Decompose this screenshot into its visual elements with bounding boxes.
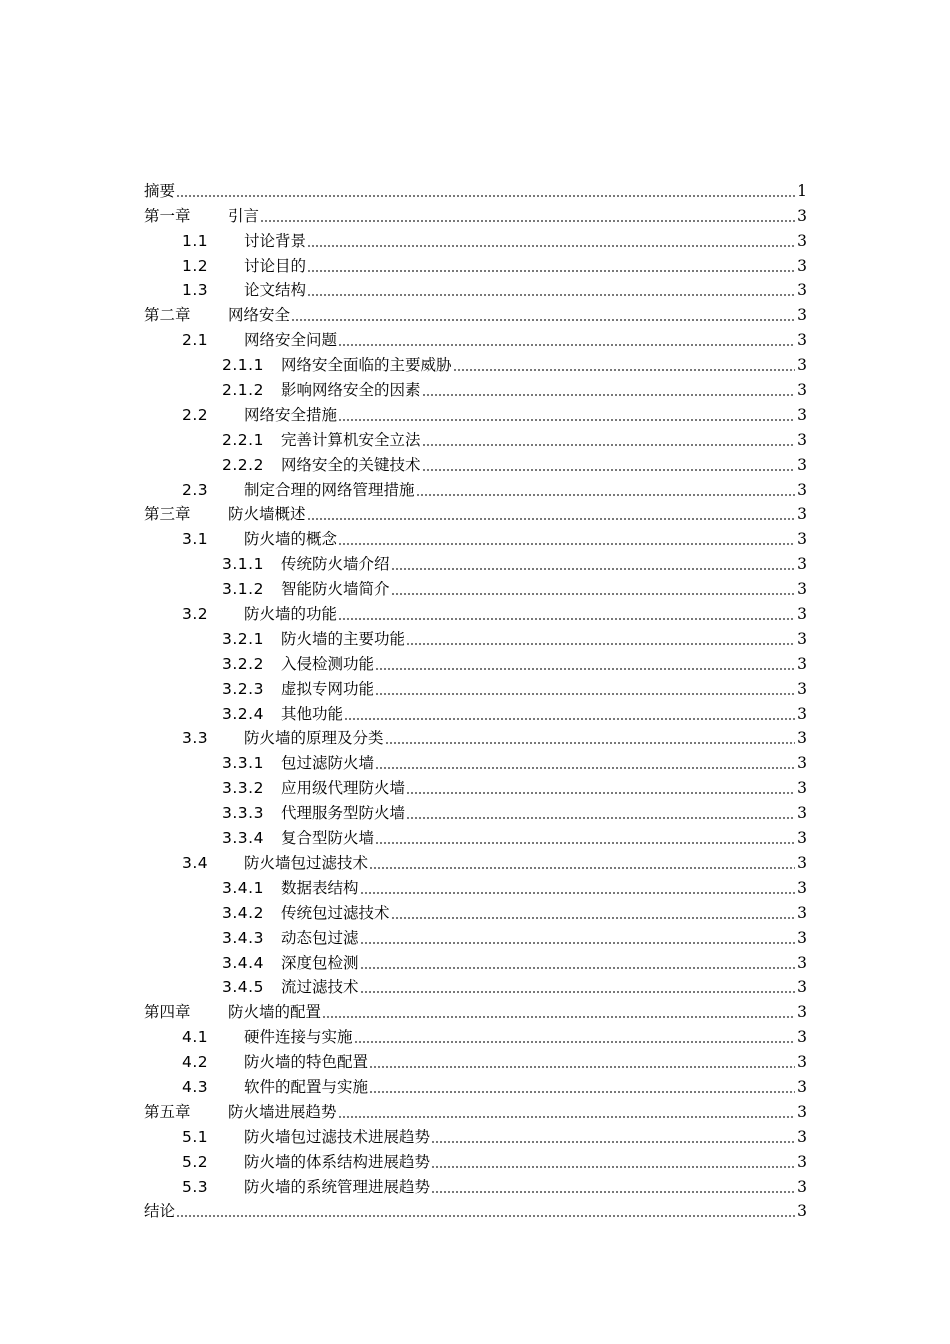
toc-entry[interactable]: [144, 648, 807, 673]
toc-dot-leader: [344, 718, 795, 720]
toc-dot-leader: [369, 1091, 795, 1093]
toc-entry-title: 智能防火墙简介: [281, 580, 390, 599]
toc-entry-title: 网络安全的关键技术: [281, 455, 421, 474]
toc-entry-page-number: 3: [797, 480, 807, 499]
toc-dot-leader: [338, 618, 795, 620]
toc-entry[interactable]: [144, 972, 807, 997]
toc-entry-title: 讨论背景: [244, 231, 307, 250]
toc-entry-title: 应用级代理防火墙: [281, 779, 406, 798]
toc-dot-leader: [391, 568, 796, 570]
toc-entry-page-number: 3: [797, 978, 807, 997]
toc-entry[interactable]: [144, 225, 807, 250]
toc-entry[interactable]: [144, 847, 807, 872]
toc-dot-leader: [338, 344, 795, 346]
toc-entry-page-number: 3: [797, 1053, 807, 1072]
toc-entry-number: 3.2.2: [222, 654, 264, 673]
toc-entry-page-number: 3: [797, 555, 807, 574]
toc-entry-page-number: 3: [797, 1177, 807, 1196]
toc-entry-title: 完善计算机安全立法: [281, 430, 421, 449]
toc-entry-number: 第五章: [144, 1102, 191, 1121]
toc-entry-page-number: 3: [797, 1127, 807, 1146]
toc-entry-number: 3.4.5: [222, 978, 264, 997]
toc-entry-number: 第二章: [144, 306, 191, 325]
toc-entry-title: 传统包过滤技术: [281, 903, 390, 922]
toc-entry-page-number: 3: [797, 231, 807, 250]
toc-entry-title: 防火墙的配置: [228, 1003, 322, 1022]
toc-dot-leader: [260, 220, 795, 222]
toc-entry-page-number: 3: [797, 206, 807, 225]
toc-entry-number: 2.1.2: [222, 381, 264, 400]
toc-entry[interactable]: [144, 499, 807, 524]
toc-entry-number: 4.2: [182, 1053, 209, 1072]
toc-entry-number: 2.1.1: [222, 356, 264, 375]
toc-entry-title: 传统防火墙介绍: [281, 555, 390, 574]
toc-entry-number: 3.2.3: [222, 679, 264, 698]
toc-entry-page-number: 3: [797, 629, 807, 648]
toc-dot-leader: [369, 867, 795, 869]
toc-entry-page-number: 3: [797, 331, 807, 350]
toc-dot-leader: [360, 967, 796, 969]
toc-dot-leader: [385, 742, 796, 744]
toc-entry-number: 2.1: [182, 331, 209, 350]
toc-entry-title: 代理服务型防火墙: [281, 804, 406, 823]
toc-entry-page-number: 3: [797, 1077, 807, 1096]
toc-entry-title: 防火墙的特色配置: [244, 1053, 369, 1072]
toc-entry-title: 深度包检测: [281, 953, 359, 972]
toc-entry-page-number: 3: [797, 853, 807, 872]
toc-entry-number: 2.2.1: [222, 430, 264, 449]
toc-entry-page-number: 3: [797, 256, 807, 275]
toc-entry[interactable]: [144, 872, 807, 897]
toc-entry-page-number: 3: [797, 729, 807, 748]
toc-entry-page-number: 3: [797, 704, 807, 723]
toc-entry[interactable]: [144, 1146, 807, 1171]
toc-entry-title: 防火墙概述: [228, 505, 306, 524]
toc-entry-title: 论文结构: [244, 281, 307, 300]
toc-dot-leader: [391, 593, 796, 595]
toc-entry-number: 第一章: [144, 206, 191, 225]
toc-entry-page-number: 3: [797, 1102, 807, 1121]
toc-entry-number: 1.2: [182, 256, 209, 275]
toc-dot-leader: [338, 543, 795, 545]
toc-dot-leader: [354, 1041, 796, 1043]
toc-entry[interactable]: [144, 523, 807, 548]
toc-entry[interactable]: [144, 1071, 807, 1096]
toc-entry-page-number: 3: [797, 779, 807, 798]
toc-entry-title: 硬件连接与实施: [244, 1028, 353, 1047]
toc-dot-leader: [375, 693, 795, 695]
toc-entry-page-number: 3: [797, 654, 807, 673]
toc-entry[interactable]: [144, 1046, 807, 1071]
toc-entry-number: 3.1: [182, 530, 209, 549]
toc-entry[interactable]: [144, 548, 807, 573]
toc-entry-number: 2.3: [182, 480, 209, 499]
toc-entry-title: 防火墙的体系结构进展趋势: [244, 1152, 431, 1171]
toc-entry-page-number: 3: [797, 829, 807, 848]
toc-entry[interactable]: [144, 349, 807, 374]
toc-entry[interactable]: [144, 449, 807, 474]
toc-entry-number: 3.4.2: [222, 903, 264, 922]
toc-dot-leader: [307, 294, 795, 296]
toc-entry-number: 4.3: [182, 1077, 209, 1096]
toc-entry-number: 3.3: [182, 729, 209, 748]
toc-entry-number: 5.3: [182, 1177, 209, 1196]
toc-entry-title: 防火墙的系统管理进展趋势: [244, 1177, 431, 1196]
toc-entry[interactable]: [144, 598, 807, 623]
toc-entry-page-number: 3: [797, 505, 807, 524]
toc-entry-title: 防火墙的概念: [244, 530, 338, 549]
toc-entry-number: 3.4.1: [222, 878, 264, 897]
toc-dot-leader: [422, 444, 796, 446]
toc-entry-page-number: 3: [797, 281, 807, 300]
toc-entry-page-number: 3: [797, 754, 807, 773]
toc-entry-title: 摘要: [144, 181, 176, 200]
toc-entry[interactable]: [144, 772, 807, 797]
toc-entry-title: 影响网络安全的因素: [281, 381, 421, 400]
toc-entry-number: 第四章: [144, 1003, 191, 1022]
toc-entry[interactable]: [144, 324, 807, 349]
toc-entry-page-number: 3: [797, 381, 807, 400]
toc-dot-leader: [406, 643, 795, 645]
toc-entry[interactable]: [144, 947, 807, 972]
toc-entry-title: 流过滤技术: [281, 978, 359, 997]
toc-entry-page-number: 3: [797, 903, 807, 922]
toc-entry[interactable]: [144, 1096, 807, 1121]
toc-entry-number: 3.2: [182, 605, 209, 624]
toc-dot-leader: [375, 668, 795, 670]
toc-entry-title: 网络安全: [228, 306, 291, 325]
toc-entry[interactable]: [144, 374, 807, 399]
toc-entry[interactable]: [144, 996, 807, 1021]
toc-entry-title: 防火墙进展趋势: [228, 1102, 337, 1121]
toc-entry[interactable]: [144, 673, 807, 698]
toc-entry[interactable]: [144, 299, 807, 324]
toc-entry[interactable]: [144, 797, 807, 822]
toc-entry-title: 结论: [144, 1202, 176, 1221]
toc-entry[interactable]: [144, 1171, 807, 1196]
toc-dot-leader: [338, 419, 795, 421]
toc-entry-number: 1.3: [182, 281, 209, 300]
toc-entry-title: 制定合理的网络管理措施: [244, 480, 415, 499]
toc-entry-number: 3.3.3: [222, 804, 264, 823]
toc-entry[interactable]: [144, 200, 807, 225]
toc-entry-number: 3.3.2: [222, 779, 264, 798]
toc-entry-title: 数据表结构: [281, 878, 359, 897]
toc-entry-title: 防火墙的功能: [244, 605, 338, 624]
toc-entry-page-number: 3: [797, 679, 807, 698]
toc-dot-leader: [322, 1016, 795, 1018]
toc-entry-number: 1.1: [182, 231, 209, 250]
toc-dot-leader: [406, 792, 795, 794]
toc-entry-page-number: 3: [797, 580, 807, 599]
toc-entry-page-number: 3: [797, 1028, 807, 1047]
toc-entry-title: 其他功能: [281, 704, 344, 723]
toc-dot-leader: [176, 195, 795, 197]
toc-entry[interactable]: [144, 474, 807, 499]
toc-entry-title: 入侵检测功能: [281, 654, 375, 673]
toc-entry-title: 防火墙包过滤技术进展趋势: [244, 1127, 431, 1146]
toc-entry-title: 网络安全面临的主要威胁: [281, 356, 452, 375]
toc-entry[interactable]: [144, 175, 807, 200]
toc-entry[interactable]: [144, 822, 807, 847]
toc-dot-leader: [360, 991, 796, 993]
toc-dot-leader: [291, 319, 795, 321]
table-of-contents: [144, 175, 807, 1220]
toc-entry[interactable]: [144, 1021, 807, 1046]
toc-dot-leader: [422, 469, 796, 471]
toc-entry-page-number: 3: [797, 306, 807, 325]
toc-dot-leader: [307, 518, 796, 520]
toc-dot-leader: [416, 494, 796, 496]
toc-entry-title: 软件的配置与实施: [244, 1077, 369, 1096]
toc-entry[interactable]: [144, 275, 807, 300]
toc-entry-title: 复合型防火墙: [281, 829, 375, 848]
toc-entry-title: 网络安全问题: [244, 331, 338, 350]
toc-dot-leader: [431, 1166, 795, 1168]
toc-entry-number: 2.2.2: [222, 455, 264, 474]
toc-entry[interactable]: [144, 399, 807, 424]
toc-entry-title: 防火墙的主要功能: [281, 629, 406, 648]
toc-dot-leader: [431, 1141, 795, 1143]
toc-dot-leader: [453, 369, 796, 371]
toc-entry-title: 防火墙包过滤技术: [244, 853, 369, 872]
toc-entry-number: 3.1.2: [222, 580, 264, 599]
toc-dot-leader: [369, 1066, 795, 1068]
toc-entry-page-number: 3: [797, 878, 807, 897]
toc-entry-page-number: 3: [797, 1202, 807, 1221]
toc-dot-leader: [176, 1215, 795, 1217]
toc-entry[interactable]: [144, 424, 807, 449]
toc-entry-title: 虚拟专网功能: [281, 679, 375, 698]
toc-entry-title: 动态包过滤: [281, 928, 359, 947]
toc-dot-leader: [431, 1191, 795, 1193]
toc-entry-number: 3.4.4: [222, 953, 264, 972]
toc-entry-page-number: 3: [797, 455, 807, 474]
toc-dot-leader: [338, 1116, 796, 1118]
toc-entry-title: 讨论目的: [244, 256, 307, 275]
toc-entry[interactable]: [144, 922, 807, 947]
toc-dot-leader: [422, 394, 796, 396]
toc-entry[interactable]: [144, 698, 807, 723]
toc-entry-title: 防火墙的原理及分类: [244, 729, 384, 748]
toc-entry-page-number: 3: [797, 928, 807, 947]
toc-dot-leader: [360, 942, 796, 944]
toc-entry-page-number: 3: [797, 356, 807, 375]
toc-entry-page-number: 1: [797, 181, 807, 200]
toc-entry-number: 3.4.3: [222, 928, 264, 947]
toc-entry[interactable]: [144, 573, 807, 598]
toc-entry[interactable]: [144, 897, 807, 922]
toc-dot-leader: [375, 767, 795, 769]
toc-entry-page-number: 3: [797, 1003, 807, 1022]
toc-entry-number: 3.2.1: [222, 629, 264, 648]
toc-entry[interactable]: [144, 1121, 807, 1146]
toc-entry-number: 5.1: [182, 1127, 209, 1146]
toc-dot-leader: [391, 917, 796, 919]
toc-entry[interactable]: [144, 723, 807, 748]
toc-entry[interactable]: [144, 623, 807, 648]
toc-entry[interactable]: [144, 1196, 807, 1221]
toc-dot-leader: [307, 270, 795, 272]
toc-entry[interactable]: [144, 250, 807, 275]
toc-entry-title: 引言: [228, 206, 260, 225]
toc-entry-number: 3.3.4: [222, 829, 264, 848]
toc-entry-number: 3.4: [182, 853, 209, 872]
toc-entry[interactable]: [144, 747, 807, 772]
toc-entry-title: 网络安全措施: [244, 405, 338, 424]
toc-entry-page-number: 3: [797, 1152, 807, 1171]
toc-entry-number: 3.3.1: [222, 754, 264, 773]
toc-entry-page-number: 3: [797, 530, 807, 549]
toc-entry-page-number: 3: [797, 430, 807, 449]
toc-entry-title: 包过滤防火墙: [281, 754, 375, 773]
toc-entry-number: 2.2: [182, 405, 209, 424]
toc-dot-leader: [406, 817, 795, 819]
toc-entry-number: 3.1.1: [222, 555, 264, 574]
toc-entry-page-number: 3: [797, 804, 807, 823]
toc-dot-leader: [360, 892, 796, 894]
toc-entry-number: 4.1: [182, 1028, 209, 1047]
toc-entry-number: 3.2.4: [222, 704, 264, 723]
toc-entry-number: 5.2: [182, 1152, 209, 1171]
toc-entry-page-number: 3: [797, 953, 807, 972]
toc-entry-number: 第三章: [144, 505, 191, 524]
toc-dot-leader: [375, 842, 795, 844]
toc-entry-page-number: 3: [797, 405, 807, 424]
toc-entry-page-number: 3: [797, 605, 807, 624]
toc-dot-leader: [307, 245, 795, 247]
